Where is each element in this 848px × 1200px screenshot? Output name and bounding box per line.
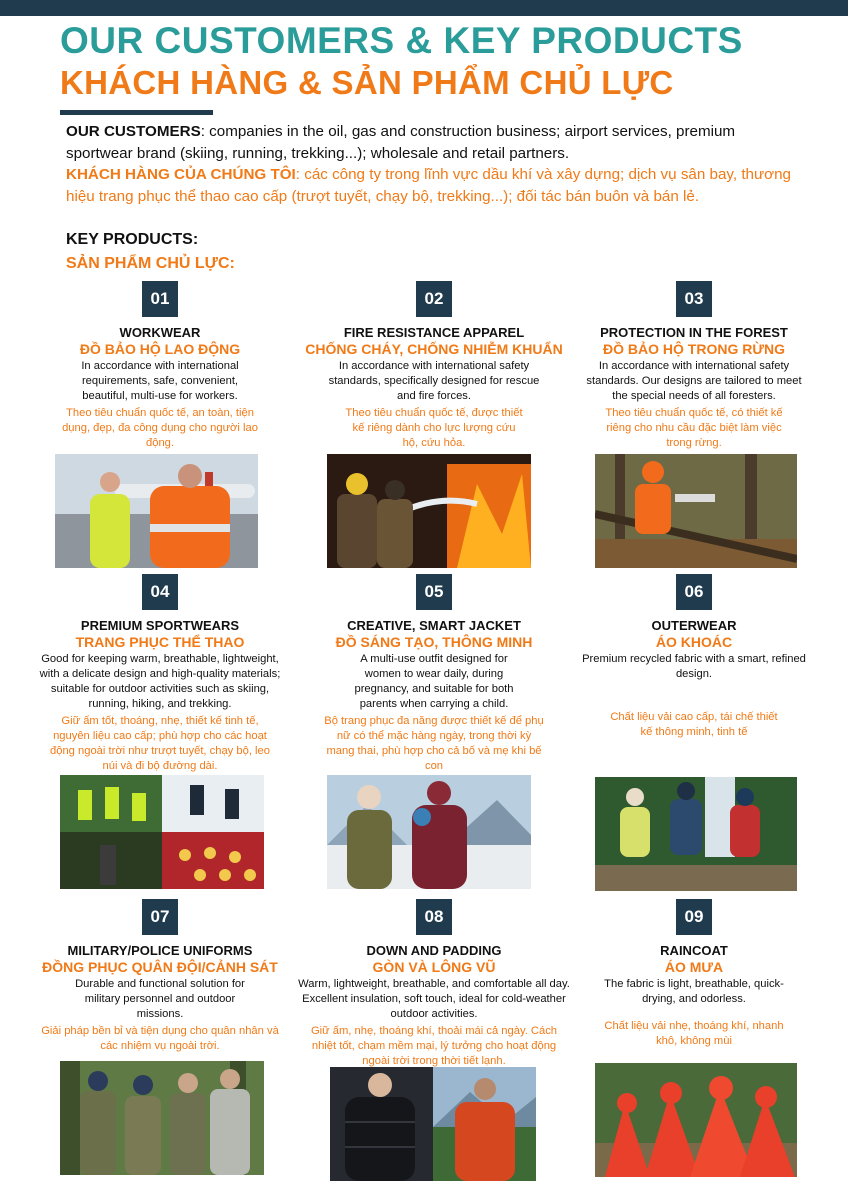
customers-text-en: : companies in the oil, gas and construction business; airport services, premium sportwear brand (skiing, running, trekking...); wholesale and retail partners. (66, 123, 736, 162)
title-underline (60, 110, 213, 115)
product-number: 08 (416, 899, 452, 935)
product-title-vi: ĐỒNG PHỤC QUÂN ĐỘI/CẢNH SÁT (42, 959, 278, 975)
product-desc-en: Warm, lightweight, breathable, and comfortable all day. Excellent insulation, soft touch, ideal for cold-weather outdoor activities. (298, 978, 570, 1020)
product-card-04 (25, 574, 295, 774)
product-desc-vi: Theo tiêu chuẩn quốc tế, được thiết kế riêng dành cho lực lượng cứu hộ, cứu hỏa. (345, 407, 523, 449)
product-desc-vi: Theo tiêu chuẩn quốc tế, có thiết kế riêng cho nhu cầu đặc biệt làm việc trong rừng. (605, 407, 783, 449)
customers-vi (66, 164, 796, 207)
product-card-01 (25, 281, 295, 451)
product-title-en: RAINCOAT (660, 943, 728, 958)
product-number: 02 (416, 281, 452, 317)
product-number: 07 (142, 899, 178, 935)
product-desc-en: A multi-use outfit designed for women to wear daily, during pregnancy, and suitable for both parents when carrying a child. (354, 653, 514, 710)
product-title-en: WORKWEAR (119, 325, 201, 340)
product-card-05 (299, 574, 569, 774)
raincoat-photo (595, 1063, 797, 1177)
product-desc-vi: Giữ ấm tốt, thoáng, nhẹ, thiết kế tinh tế, nguyên liệu cao cấp; phù hợp cho các hoạt động ngoài trời như trượt tuyết, chạy bộ, leo núi và đi bộ đường dài. (50, 715, 270, 772)
product-title-en: CREATIVE, SMART JACKET (347, 618, 521, 633)
product-desc-vi: Giữ ấm, nhẹ, thoáng khí, thoải mái cả ngày. Cách nhiệt tốt, chạm mềm mại, lý tưởng cho hoạt động ngoài trời trong thời tiết lạnh. (310, 1025, 558, 1067)
military-uniform-photo (60, 1061, 264, 1175)
product-title-vi: ĐỒ BẢO HỘ TRONG RỪNG (603, 341, 785, 357)
sportwear-photo (60, 775, 264, 889)
page-title-vi: KHÁCH HÀNG & SẢN PHẨM CHỦ LỰC (60, 64, 674, 101)
product-title-vi: GÒN VÀ LÔNG VŨ (372, 959, 496, 975)
top-bar (0, 0, 848, 16)
down-padding-photo (330, 1067, 536, 1181)
product-title-en: OUTERWEAR (651, 618, 737, 633)
product-number: 03 (676, 281, 712, 317)
product-title-en: MILITARY/POLICE UNIFORMS (67, 943, 253, 958)
product-title-en: FIRE RESISTANCE APPAREL (343, 325, 525, 340)
workwear-photo (55, 454, 258, 568)
product-desc-en: In accordance with international safety standards, specifically designed for rescue and fire forces. (328, 360, 540, 402)
product-number: 09 (676, 899, 712, 935)
product-desc-en: Premium recycled fabric with a smart, refined design. (582, 653, 806, 680)
product-number: 01 (142, 281, 178, 317)
product-title-en: PREMIUM SPORTWEARS (80, 618, 240, 633)
product-desc-en: The fabric is light, breathable, quick-drying, and odorless. (604, 978, 784, 1005)
product-number: 06 (676, 574, 712, 610)
page-title-en: OUR CUSTOMERS & KEY PRODUCTS (60, 20, 743, 61)
product-card-06 (559, 574, 829, 740)
product-number: 05 (416, 574, 452, 610)
forest-protection-photo (595, 454, 797, 568)
product-number: 04 (142, 574, 178, 610)
product-title-vi: TRANG PHỤC THỂ THAO (75, 634, 245, 650)
product-desc-en: Good for keeping warm, breathable, lightweight, with a delicate design and high-quality materials; suitable for outdoor activities such as skiing, running, hiking, and trekking. (39, 653, 281, 710)
key-products-heading-en: KEY PRODUCTS: (66, 231, 199, 248)
product-title-vi: ĐỒ SÁNG TẠO, THÔNG MINH (335, 634, 533, 650)
product-desc-vi: Chất liệu vải cao cấp, tái chế thiết kế thông minh, tinh tế (610, 711, 778, 738)
customers-text-vi: : các công ty trong lĩnh vực dầu khí và xây dựng; dịch vụ sân bay, thương hiệu trang phục thể thao cao cấp (trượt tuyết, chạy bộ, trekking...); đối tác bán buôn và bán lẻ. (66, 166, 792, 205)
key-products-heading-vi: SẢN PHẨM CHỦ LỰC: (66, 255, 235, 272)
product-title-vi: ÁO MƯA (664, 959, 724, 975)
product-title-vi: ÁO KHOÁC (655, 634, 733, 650)
product-title-vi: CHỐNG CHÁY, CHỐNG NHIỄM KHUẨN (305, 341, 563, 357)
product-desc-vi: Theo tiêu chuẩn quốc tế, an toàn, tiện dụng, đẹp, đa công dụng cho người lao động. (62, 407, 258, 449)
product-desc-vi: Bộ trang phục đa năng được thiết kế để phụ nữ có thể mặc hàng ngày, trong thời kỳ mang thai, phù hợp cho cả bố và mẹ khi bế con (324, 715, 544, 772)
product-desc-en: Durable and functional solution for military personnel and outdoor missions. (75, 978, 245, 1020)
customers-en (66, 121, 796, 164)
product-title-vi: ĐỒ BẢO HỘ LAO ĐỘNG (79, 341, 241, 357)
outerwear-photo (595, 777, 797, 891)
product-card-02 (299, 281, 569, 451)
product-desc-vi: Giải pháp bền bỉ và tiện dụng cho quân nhân và các nhiệm vụ ngoài trời. (41, 1025, 279, 1052)
product-card-08 (299, 899, 569, 1069)
product-desc-en: In accordance with international safety standards. Our designs are tailored to meet the special needs of all foresters. (586, 360, 802, 402)
product-title-en: DOWN AND PADDING (366, 943, 502, 958)
customers-label-en: OUR CUSTOMERS (66, 123, 201, 140)
product-card-03 (559, 281, 829, 451)
product-desc-vi: Chất liệu vải nhẹ, thoáng khí, nhanh khô, không mùi (604, 1020, 784, 1047)
intro-paragraph (66, 121, 796, 207)
product-desc-en: In accordance with international requirements, safe, convenient, beautiful, multi-use for workers. (81, 360, 239, 402)
product-card-07 (25, 899, 295, 1054)
customers-label-vi: KHÁCH HÀNG CỦA CHÚNG TÔI (66, 166, 296, 183)
product-card-09 (559, 899, 829, 1049)
smart-jacket-photo (327, 775, 531, 889)
product-title-en: PROTECTION IN THE FOREST (600, 325, 788, 340)
fire-resistance-photo (327, 454, 531, 568)
